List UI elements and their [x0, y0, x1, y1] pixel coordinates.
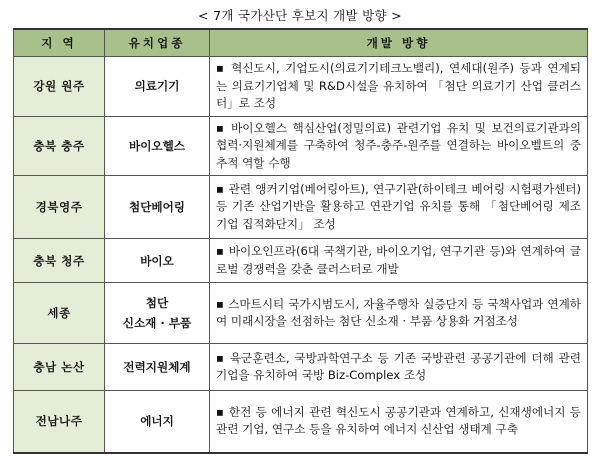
region-cell: 충남 논산 [14, 344, 105, 391]
industry-cell: 의료기기 [105, 57, 210, 117]
table-row [14, 391, 588, 453]
table-row [14, 116, 588, 176]
direction-cell: ▪ 스마트시티 국가시범도시, 자율주행차 실증단지 등 국책사업과 연계하여 미래시장을 선점하는 첨단 신소재 · 부품 상용화 거점조성 [210, 283, 588, 344]
industry-cell: 첨단 신소재 · 부품 [105, 283, 210, 344]
industry-cell: 바이오 [105, 239, 210, 283]
region-cell: 충북 충주 [14, 116, 105, 176]
header-industry: 유치업종 [105, 29, 210, 57]
table-row [14, 176, 588, 239]
table-row [14, 283, 588, 344]
region-cell: 경북영주 [14, 176, 105, 239]
table-title: < 7개 국가산단 후보지 개발 방향 > [198, 8, 402, 23]
direction-cell: ▪ 바이오헬스 핵심산업(정밀의료) 관련기업 유치 및 보건의료기관과의 협력·지원체계를 구축하여 청주-충주-원주를 연결하는 바이오벨트의 중추적 역할 수행 [210, 116, 588, 176]
region-cell: 전남나주 [14, 391, 105, 453]
header-direction: 개발 방향 [210, 29, 588, 57]
direction-cell: ▪ 육군훈련소, 국방과학연구소 등 기존 국방관련 공공기관에 더해 관련기업을 유치하여 국방 Biz-Complex 조성 [210, 344, 588, 391]
table-row [14, 239, 588, 283]
table-row [14, 344, 588, 391]
region-cell: 강원 원주 [14, 57, 105, 117]
region-cell: 충북 청주 [14, 239, 105, 283]
table-row [14, 57, 588, 117]
header-region: 지 역 [14, 29, 105, 57]
region-cell: 세종 [14, 283, 105, 344]
industry-cell: 전력지원체계 [105, 344, 210, 391]
direction-cell: ▪ 혁신도시, 기업도시(의료기기테크노밸리), 연세대(원주) 등과 연계되는 의료기기업체 및 R&D시설을 유치하여 「첨단 의료기기 산업 클러스터」로 조성 [210, 57, 588, 117]
industry-cell: 에너지 [105, 391, 210, 453]
direction-cell: ▪ 관련 앵커기업(베어링아트), 연구기관(하이테크 베어링 시험평가센터) 등 기존 산업기반을 활용하고 연관기업 유치를 통해 「첨단베어링 제조기업 집적화단지」 조성 [210, 176, 588, 239]
direction-cell: ▪ 바이오인프라(6대 국책기관, 바이오기업, 연구기관 등)와 연계하여 글로벌 경쟁력을 갖춘 클러스터로 개발 [210, 239, 588, 283]
industry-cell: 첨단베어링 [105, 176, 210, 239]
development-table [13, 28, 588, 454]
industry-cell: 바이오헬스 [105, 116, 210, 176]
header-row [14, 29, 588, 57]
direction-cell: ▪ 한전 등 에너지 관련 혁신도시 공공기관과 연계하고, 신재생에너지 등 관련 기업, 연구소 등을 유치하여 에너지 신산업 생태계 구축 [210, 391, 588, 453]
